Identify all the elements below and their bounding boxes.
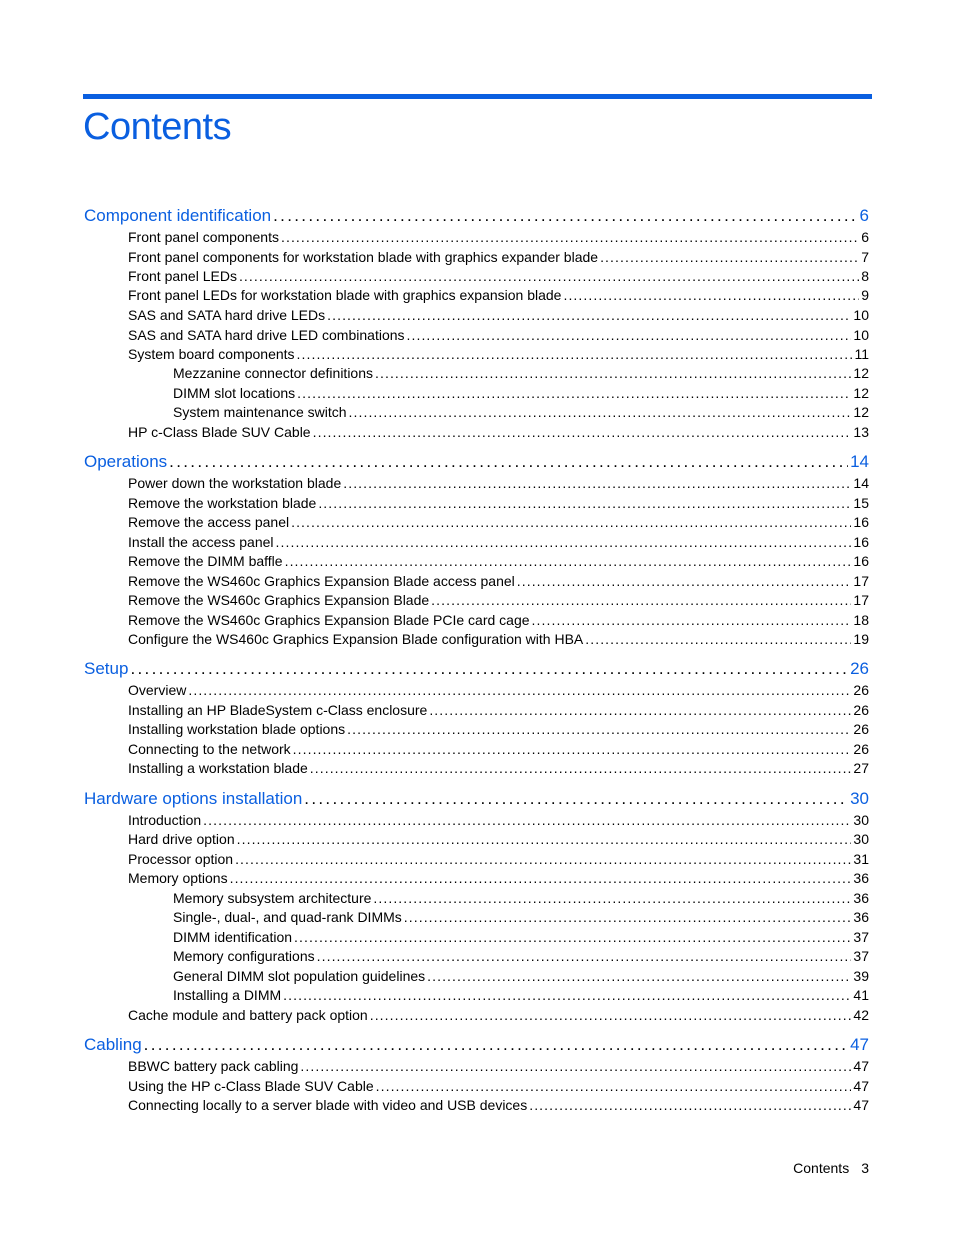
dot-leader (532, 611, 852, 630)
toc-chapter-entry[interactable] (84, 451, 869, 473)
toc-entry-page-number: 27 (853, 760, 869, 776)
toc-section-entry[interactable] (128, 1077, 869, 1096)
dot-leader (297, 384, 851, 403)
toc-entry-label: Install the access panel (128, 534, 274, 550)
toc-subsection-entry[interactable] (173, 928, 869, 947)
toc-entry-label: Memory configurations (173, 948, 315, 964)
toc-entry-label: SAS and SATA hard drive LED combinations (128, 327, 405, 343)
toc-entry-page-number: 11 (854, 346, 869, 362)
toc-entry-page-number: 19 (853, 631, 869, 647)
toc-section-entry[interactable] (128, 248, 869, 267)
toc-entry-label: Introduction (128, 812, 202, 828)
dot-leader (327, 306, 851, 325)
toc-entry-label: Configure the WS460c Graphics Expansion Blade configuration with HBA (128, 631, 584, 647)
dot-leader (130, 658, 848, 680)
toc-entry-page-number: 6 (861, 229, 869, 245)
toc-entry-page-number: 37 (853, 948, 869, 964)
toc-entry-page-number: 14 (853, 475, 869, 491)
toc-section-entry[interactable] (128, 513, 869, 532)
dot-leader (343, 474, 851, 493)
toc-entry-page-number: 17 (853, 592, 869, 608)
toc-entry-label: Remove the DIMM baffle (128, 553, 283, 569)
dot-leader (281, 228, 859, 247)
toc-entry-label: BBWC battery pack cabling (128, 1058, 299, 1074)
toc-subsection-entry[interactable] (173, 986, 869, 1005)
toc-entry-label: Operations (84, 452, 168, 471)
toc-entry-label: Single-, dual-, and quad-rank DIMMs (173, 909, 402, 925)
toc-entry-label: Remove the WS460c Graphics Expansion Blade access panel (128, 573, 515, 589)
toc-entry-page-number: 30 (850, 789, 869, 808)
toc-section-entry[interactable] (128, 286, 869, 305)
toc-section-entry[interactable] (128, 228, 869, 247)
dot-leader (310, 759, 852, 778)
dot-leader (529, 1096, 851, 1115)
toc-entry-label: Memory subsystem architecture (173, 890, 372, 906)
toc-section-entry[interactable] (128, 533, 869, 552)
toc-entry-label: HP c-Class Blade SUV Cable (128, 424, 311, 440)
dot-leader (297, 345, 853, 364)
toc-entry-page-number: 9 (861, 287, 869, 303)
toc-entry-label: DIMM slot locations (173, 385, 296, 401)
dot-leader (169, 451, 848, 473)
toc-entry-page-number: 16 (853, 514, 869, 530)
toc-section-entry[interactable] (128, 720, 869, 739)
dot-leader (144, 1034, 848, 1056)
toc-entry-page-number: 16 (853, 534, 869, 550)
toc-entry-page-number: 30 (853, 812, 869, 828)
toc-subsection-entry[interactable] (173, 908, 869, 927)
dot-leader (431, 591, 851, 610)
dot-leader (373, 889, 851, 908)
toc-entry-label: Setup (84, 659, 129, 678)
toc-entry-label: Installing an HP BladeSystem c-Class enclosure (128, 702, 428, 718)
toc-entry-page-number: 12 (853, 404, 869, 420)
toc-section-entry[interactable] (128, 759, 869, 778)
toc-entry-page-number: 47 (853, 1078, 869, 1094)
toc-entry-page-number: 26 (853, 682, 869, 698)
toc-section-entry[interactable] (128, 423, 869, 442)
toc-entry-page-number: 6 (859, 206, 869, 225)
dot-leader (237, 830, 852, 849)
toc-entry-page-number: 26 (853, 741, 869, 757)
toc-entry-page-number: 47 (850, 1035, 869, 1054)
toc-entry-label: System maintenance switch (173, 404, 347, 420)
toc-entry-page-number: 12 (853, 365, 869, 381)
toc-chapter-entry[interactable] (84, 205, 869, 227)
toc-entry-page-number: 15 (853, 495, 869, 511)
dot-leader (283, 986, 851, 1005)
toc-entry-label: Component identification (84, 206, 272, 225)
toc-entry-label: DIMM identification (173, 929, 293, 945)
toc-entry-page-number: 26 (853, 721, 869, 737)
page-footer (793, 1159, 869, 1177)
toc-entry-page-number: 37 (853, 929, 869, 945)
dot-leader (375, 364, 851, 383)
toc-section-entry[interactable] (128, 869, 869, 888)
dot-leader (230, 869, 852, 888)
toc-entry-label: Remove the access panel (128, 514, 290, 530)
toc-entry-page-number: 39 (853, 968, 869, 984)
toc-entry-label: Cabling (84, 1035, 142, 1054)
toc-entry-page-number: 47 (853, 1097, 869, 1113)
toc-entry-page-number: 30 (853, 831, 869, 847)
toc-entry-page-number: 13 (853, 424, 869, 440)
toc-entry-label: Front panel components for workstation blade with graphics expander blade (128, 249, 599, 265)
toc-entry-page-number: 7 (861, 249, 869, 265)
toc-entry-page-number: 14 (850, 452, 869, 471)
toc-section-entry[interactable] (128, 1057, 869, 1076)
toc-entry-label: Front panel LEDs (128, 268, 237, 284)
toc-subsection-entry[interactable] (173, 364, 869, 383)
toc-entry-label: Memory options (128, 870, 228, 886)
dot-leader (285, 552, 852, 571)
dot-leader (203, 811, 851, 830)
toc-entry-label: Processor option (128, 851, 234, 867)
toc-subsection-entry[interactable] (173, 889, 869, 908)
toc-section-entry[interactable] (128, 552, 869, 571)
toc-entry-page-number: 8 (861, 268, 869, 284)
dot-leader (370, 1006, 852, 1025)
dot-leader (376, 1077, 852, 1096)
toc-entry-page-number: 18 (853, 612, 869, 628)
toc-entry-page-number: 26 (853, 702, 869, 718)
toc-entry-label: Installing a workstation blade (128, 760, 308, 776)
toc-section-entry[interactable] (128, 474, 869, 493)
toc-section-entry[interactable] (128, 701, 869, 720)
toc-entry-label: Overview (128, 682, 187, 698)
toc-entry-label: Installing workstation blade options (128, 721, 346, 737)
toc-section-entry[interactable] (128, 830, 869, 849)
toc-entry-page-number: 26 (850, 659, 869, 678)
toc-section-entry[interactable] (128, 1006, 869, 1025)
dot-leader (347, 720, 851, 739)
dot-leader (427, 967, 851, 986)
toc-entry-label: Hardware options installation (84, 789, 303, 808)
dot-leader (276, 533, 852, 552)
dot-leader (585, 630, 851, 649)
toc-chapter-entry[interactable] (84, 658, 869, 680)
dot-leader (294, 928, 851, 947)
dot-leader (300, 1057, 851, 1076)
dot-leader (313, 423, 852, 442)
toc-entry-label: General DIMM slot population guidelines (173, 968, 426, 984)
toc-entry-page-number: 10 (853, 327, 869, 343)
toc-entry-page-number: 47 (853, 1058, 869, 1074)
toc-section-entry[interactable] (128, 850, 869, 869)
dot-leader (404, 908, 852, 927)
dot-leader (304, 788, 848, 810)
toc-entry-label: System board components (128, 346, 295, 362)
toc-chapter-entry[interactable] (84, 1034, 869, 1056)
toc-entry-page-number: 17 (853, 573, 869, 589)
toc-entry-label: Power down the workstation blade (128, 475, 342, 491)
toc-entry-page-number: 36 (853, 870, 869, 886)
dot-leader (291, 513, 851, 532)
dot-leader (188, 681, 851, 700)
footer-page-number: 3 (861, 1160, 869, 1176)
toc-section-entry[interactable] (128, 345, 869, 364)
dot-leader (349, 403, 852, 422)
page-title: Contents (83, 106, 232, 148)
dot-leader (429, 701, 851, 720)
footer-label: Contents (793, 1160, 850, 1176)
toc-entry-page-number: 12 (853, 385, 869, 401)
toc-entry-page-number: 16 (853, 553, 869, 569)
dot-leader (317, 947, 852, 966)
toc-entry-page-number: 31 (853, 851, 869, 867)
toc-entry-label: Remove the workstation blade (128, 495, 317, 511)
toc-entry-label: Connecting locally to a server blade with video and USB devices (128, 1097, 528, 1113)
toc-section-entry[interactable] (128, 572, 869, 591)
toc-section-entry[interactable] (128, 326, 869, 345)
toc-section-entry[interactable] (128, 811, 869, 830)
toc-entry-label: SAS and SATA hard drive LEDs (128, 307, 326, 323)
dot-leader (563, 286, 859, 305)
toc-entry-page-number: 41 (853, 987, 869, 1003)
toc-entry-label: Installing a DIMM (173, 987, 282, 1003)
toc-entry-label: Remove the WS460c Graphics Expansion Blade PCIe card cage (128, 612, 530, 628)
toc-entry-label: Front panel components (128, 229, 279, 245)
toc-subsection-entry[interactable] (173, 384, 869, 403)
toc-chapter-entry[interactable] (84, 788, 869, 810)
toc-entry-page-number: 42 (853, 1007, 869, 1023)
dot-leader (235, 850, 851, 869)
dot-leader (239, 267, 859, 286)
toc-section-entry[interactable] (128, 681, 869, 700)
dot-leader (517, 572, 852, 591)
toc-entry-page-number: 36 (853, 890, 869, 906)
toc-section-entry[interactable] (128, 267, 869, 286)
toc-entry-label: Cache module and battery pack option (128, 1007, 368, 1023)
toc-section-entry[interactable] (128, 306, 869, 325)
toc-subsection-entry[interactable] (173, 403, 869, 422)
toc-entry-label: Mezzanine connector definitions (173, 365, 374, 381)
toc-section-entry[interactable] (128, 1096, 869, 1115)
dot-leader (407, 326, 852, 345)
dot-leader (293, 740, 852, 759)
toc-entry-label: Remove the WS460c Graphics Expansion Blade (128, 592, 430, 608)
toc-subsection-entry[interactable] (173, 947, 869, 966)
toc-entry-label: Hard drive option (128, 831, 235, 847)
dot-leader (318, 494, 851, 513)
toc-entry-label: Using the HP c-Class Blade SUV Cable (128, 1078, 374, 1094)
toc-entry-page-number: 10 (853, 307, 869, 323)
toc-section-entry[interactable] (128, 740, 869, 759)
toc-entry-page-number: 36 (853, 909, 869, 925)
dot-leader (273, 205, 857, 227)
toc-entry-label: Front panel LEDs for workstation blade with graphics expansion blade (128, 287, 562, 303)
dot-leader (600, 248, 859, 267)
toc-section-entry[interactable] (128, 611, 869, 630)
toc-section-entry[interactable] (128, 494, 869, 513)
toc-section-entry[interactable] (128, 630, 869, 649)
toc-subsection-entry[interactable] (173, 967, 869, 986)
toc-section-entry[interactable] (128, 591, 869, 610)
toc-entry-label: Connecting to the network (128, 741, 291, 757)
